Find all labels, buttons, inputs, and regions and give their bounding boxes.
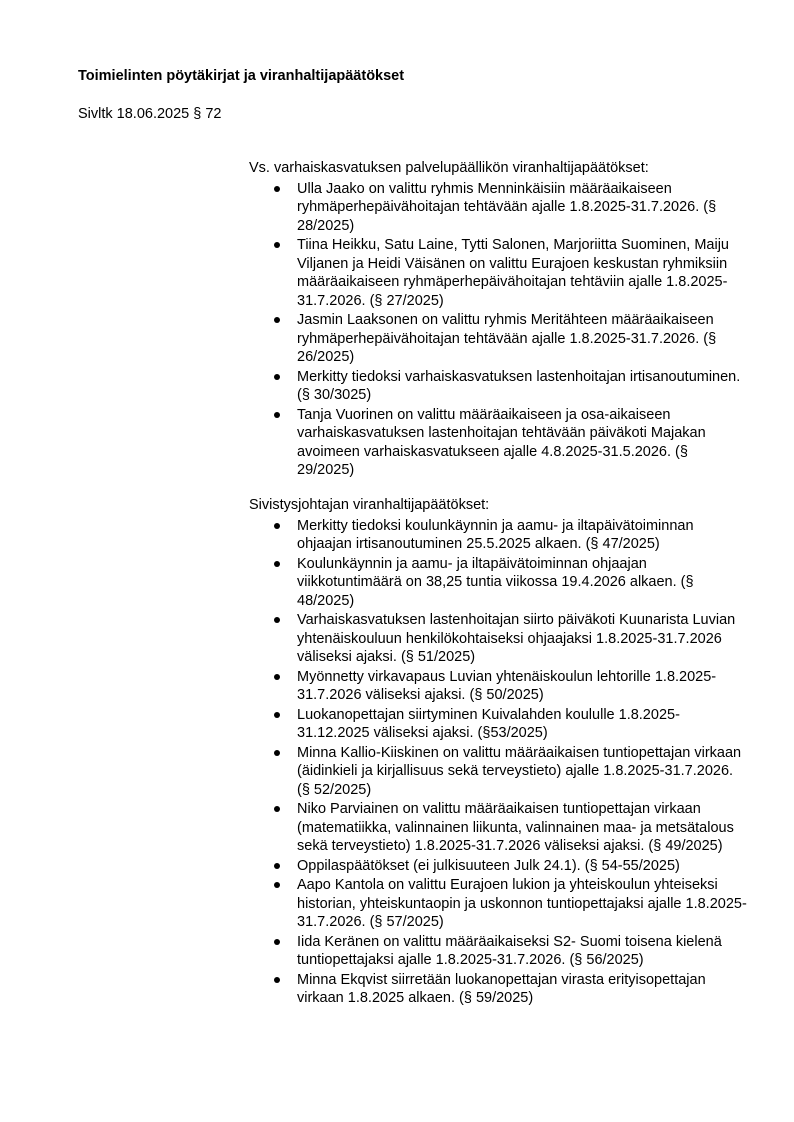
list-item-text: Varhaiskasvatuksen lastenhoitajan siirto päiväkoti Kuunarista Luvian yhtenäiskouluun henkilökohtaiseksi ohjaajaksi 1.8.2025-31.7.2026 väliseksi ajaksi. (§ 51/2025) <box>297 612 736 665</box>
list-item-text: Niko Parviainen on valittu määräaikaisen tuntiopettajan virkaan (matematiikka, valinnainen liikunta, valinnainen maa- ja metsätalous sekä terveystieto) 1.8.2025-31.7.2026 väliseksi ajaksi. (§ 49/2025) <box>297 801 734 854</box>
list-item-text: Oppilaspäätökset (ei julkisuuteen Julk 24.1). (§ 54-55/2025) <box>297 857 680 874</box>
bullet-icon <box>274 561 280 567</box>
bullet-icon <box>274 617 280 623</box>
list-item <box>249 311 749 367</box>
section-heading: Vs. varhaiskasvatuksen palvelupäällikön viranhaltijapäätökset: <box>249 160 649 176</box>
decision-list <box>249 517 749 1008</box>
list-item <box>249 971 749 1008</box>
list-item <box>249 668 749 705</box>
list-item <box>249 933 749 970</box>
bullet-icon <box>274 674 280 680</box>
bullet-icon <box>274 317 280 323</box>
list-item-text: Merkitty tiedoksi koulunkäynnin ja aamu- ja iltapäivätoiminnan ohjaajan irtisanoutuminen 25.5.2025 alkaen. (§ 47/2025) <box>297 517 694 552</box>
bullet-icon <box>274 806 280 812</box>
list-item-text: Koulunkäynnin ja aamu- ja iltapäivätoiminnan ohjaajan viikkotuntimäärä on 38,25 tuntia viikossa 19.4.2026 alkaen. (§ 48/2025) <box>297 555 694 609</box>
list-item <box>249 706 749 743</box>
document-meta: Sivltk 18.06.2025 § 72 <box>78 106 222 122</box>
bullet-icon <box>274 712 280 718</box>
bullet-icon <box>274 882 280 888</box>
list-item <box>249 406 749 480</box>
list-item-text: Iida Keränen on valittu määräaikaiseksi S2- Suomi toisena kielenä tuntiopettajaksi ajalle 1.8.2025-31.7.2026. (§ 56/2025) <box>297 933 722 968</box>
list-item <box>249 857 749 876</box>
document-title: Toimielinten pöytäkirjat ja viranhaltijapäätökset <box>78 68 405 84</box>
decision-list <box>249 180 749 480</box>
list-item-text: Luokanopettajan siirtyminen Kuivalahden koululle 1.8.2025-31.12.2025 väliseksi ajaksi. (§53/2025) <box>297 706 680 741</box>
bullet-icon <box>274 523 280 529</box>
list-item-text: Tiina Heikku, Satu Laine, Tytti Salonen, Marjoriitta Suominen, Maiju Viljanen ja Heidi Väisänen on valittu Eurajoen keskustan ryhmiksiin määräaikaiseen ryhmäperhepäivähoitajan tehtäviin ajalle 1.8.2025-31.7.2026. (§ 27/2025) <box>297 237 729 309</box>
bullet-icon <box>274 374 280 380</box>
list-item <box>249 517 749 554</box>
list-item-text: Myönnetty virkavapaus Luvian yhtenäiskoulun lehtorille 1.8.2025-31.7.2026 väliseksi ajaksi. (§ 50/2025) <box>297 668 717 703</box>
section-sivistysjohtaja <box>249 496 749 1009</box>
list-item <box>249 876 749 932</box>
list-item <box>249 800 749 856</box>
list-item <box>249 744 749 800</box>
list-item <box>249 555 749 611</box>
bullet-icon <box>274 939 280 945</box>
list-item <box>249 180 749 236</box>
list-item-text: Jasmin Laaksonen on valittu ryhmis Meritähteen määräaikaiseen ryhmäperhepäivähoitajan tehtävään ajalle 1.8.2025-31.7.2026. (§ 26/2025) <box>297 312 717 365</box>
list-item-text: Merkitty tiedoksi varhaiskasvatuksen lastenhoitajan irtisanoutuminen. (§ 30/3025) <box>297 368 741 403</box>
bullet-icon <box>274 186 280 192</box>
bullet-icon <box>274 863 280 869</box>
section-varhaiskasvatus <box>249 159 749 481</box>
list-item-text: Minna Ekqvist siirretään luokanopettajan virasta erityisopettajan virkaan 1.8.2025 alkaen. (§ 59/2025) <box>297 971 706 1006</box>
list-item-text: Tanja Vuorinen on valittu määräaikaiseen ja osa-aikaiseen varhaiskasvatuksen lastenhoitajan tehtävään päiväkoti Majakan avoimeen varhaiskasvatukseen ajalle 4.8.2025-31.5.2026. (§ 29/2025) <box>297 406 706 478</box>
list-item-text: Ulla Jaako on valittu ryhmis Menninkäisiin määräaikaiseen ryhmäperhepäivähoitajan tehtävään ajalle 1.8.2025-31.7.2026. (§ 28/2025) <box>297 180 717 234</box>
list-item <box>249 611 749 667</box>
bullet-icon <box>274 750 280 756</box>
list-item-text: Aapo Kantola on valittu Eurajoen lukion ja yhteiskoulun yhteiseksi historian, yhteiskuntaopin ja uskonnon tuntiopettajaksi ajalle 1.8.2025-31.7.2026. (§ 57/2025) <box>297 877 747 930</box>
bullet-icon <box>274 977 280 983</box>
list-item <box>249 368 749 405</box>
bullet-icon <box>274 412 280 418</box>
bullet-icon <box>274 242 280 248</box>
list-item <box>249 236 749 310</box>
section-heading: Sivistysjohtajan viranhaltijapäätökset: <box>249 497 490 513</box>
list-item-text: Minna Kallio-Kiiskinen on valittu määräaikaisen tuntiopettajan virkaan (äidinkieli ja kirjallisuus sekä terveystieto) ajalle 1.8.2025-31.7.2026. (§ 52/2025) <box>297 744 742 798</box>
